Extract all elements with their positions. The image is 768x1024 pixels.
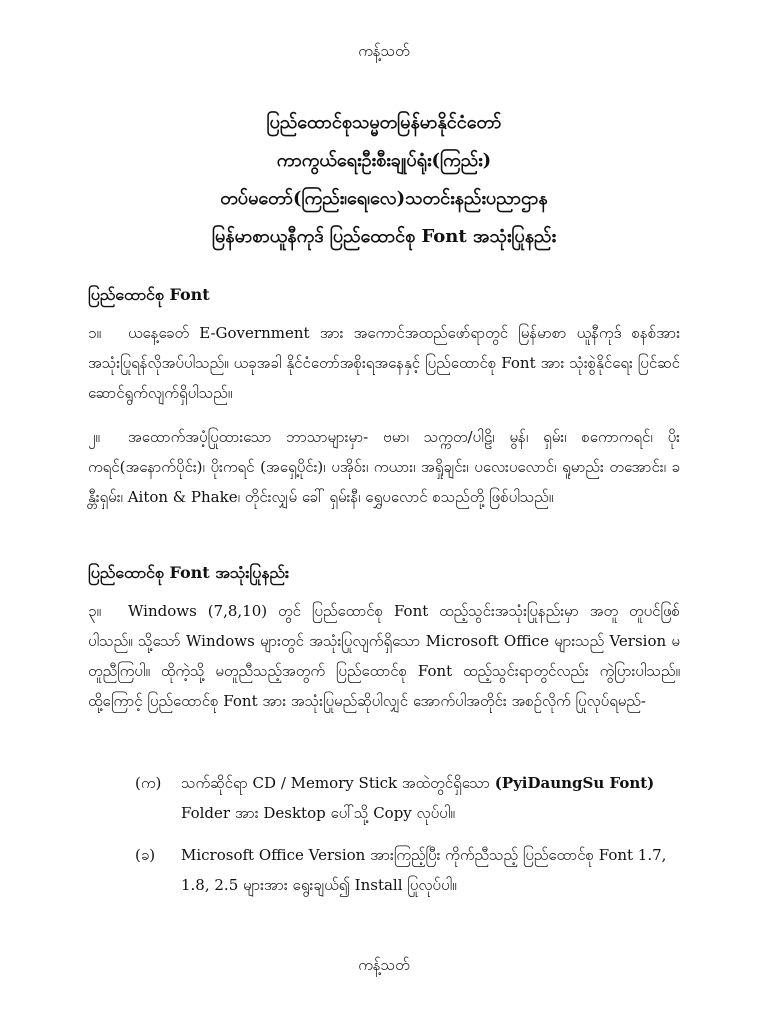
page-header: ကန့်သတ် [358,42,410,60]
paragraph-text: အထောက်အပံ့ပြုထားသော ဘာသာများမှာ- ဗမာ၊ သက္ကတ/ပါဠိ၊ မွန်၊ ရှမ်း၊ စကောကရင်၊ ပိုးကရင်(အနောက်ပိုင်း)၊ ပိုးကရင် (အရှေ့ပိုင်း)၊ ပအိုဝ်း၊ ကယား၊ အရှိုချင်း၊ ပလေးပလောင်၊ ရူမာည်း တအောင်း၊ ခန္တီးရှမ်း၊ Aiton & Phake၊ တိုင်းလျှမ် ခေါ် ရှမ်းနီ၊ ရွှေပလောင် စသည်တို့ ဖြစ်ပါသည်။ [88,428,680,506]
paragraph-3 [88,596,680,716]
list-item-ka [135,768,680,828]
paragraph-number: ၁။ [88,324,101,342]
section-heading-font: ပြည်ထောင်စု Font [88,285,210,304]
list-item-text [181,768,680,828]
paragraph-number: ၂။ [88,428,100,446]
title-block [60,104,708,256]
folder-name: (PyiDaungSu Font) [494,774,655,792]
paragraph-2 [88,422,680,512]
list-item-text: Microsoft Office Version အားကြည့်ပြီး ကိုက်ညီသည့် ပြည်ထောင်စု Font 1.7, 1.8, 2.5 များအား ရွေးချယ်၍ Install ပြုလုပ်ပါ။ [181,846,667,894]
title-line-2: ကာကွယ်ရေးဦးစီးချုပ်ရုံး(ကြည်း) [276,150,492,171]
section-heading-usage: ပြည်ထောင်စု Font အသုံးပြုနည်း [88,563,290,582]
paragraph-1 [88,318,680,408]
list-item-kha [135,840,680,900]
paragraph-text: Windows (7,8,10) တွင် ပြည်ထောင်စု Font ထည့်သွင်းအသုံးပြုနည်းမှာ အတူ တူပင်ဖြစ်ပါသည်။ သို့သော် Windows များတွင် အသုံးပြုလျက်ရှိသော Microsoft Office များသည် Version မတူညီကြပါ။ ထိုကဲ့သို့ မတူညီသည့်အတွက် ပြည်ထောင်စု Font ထည့်သွင်းရာတွင်လည်း ကွဲပြားပါသည်။ ထို့ကြောင့် ပြည်ထောင်စု Font အား အသုံးပြုမည်ဆိုပါလျှင် အောက်ပါအတိုင်း အစဉ်လိုက် ပြုလုပ်ရမည်- [88,602,680,710]
list-item-text-pre: သက်ဆိုင်ရာ CD / Memory Stick အထဲတွင်ရှိသော [181,774,495,792]
list-item-marker: (ခ) [135,846,156,864]
title-line-3: တပ်မတော်(ကြည်း၊ရေ၊လေ)သတင်းနည်းပညာဌာန [220,188,548,209]
list-item-marker: (က) [135,774,162,792]
title-line-1: ပြည်ထောင်စုသမ္မတမြန်မာနိုင်ငံတော် [266,112,502,133]
paragraph-number: ၃။ [88,602,101,620]
list-item-text-post: Folder အား Desktop ပေါ်သို့ Copy လုပ်ပါ။ [181,804,455,822]
paragraph-text: ယနေ့ခေတ် E-Government အား အကောင်အထည်ဖော်ရာတွင် မြန်မာစာ ယူနီကုဒ် စနစ်အား အသုံးပြုရန်လိုအပ်ပါသည်။ ယခုအခါ နိုင်ငံတော်အစိုးရအနေနှင့် ပြည်ထောင်စု Font အား သုံးစွဲနိုင်ရေး ပြင်ဆင်ဆောင်ရွက်လျက်ရှိပါသည်။ [88,324,680,402]
title-line-4: မြန်မာစာယူနီကုဒ် ပြည်ထောင်စု Font အသုံးပြုနည်း [211,226,557,247]
page-footer: ကန့်သတ် [358,956,410,974]
